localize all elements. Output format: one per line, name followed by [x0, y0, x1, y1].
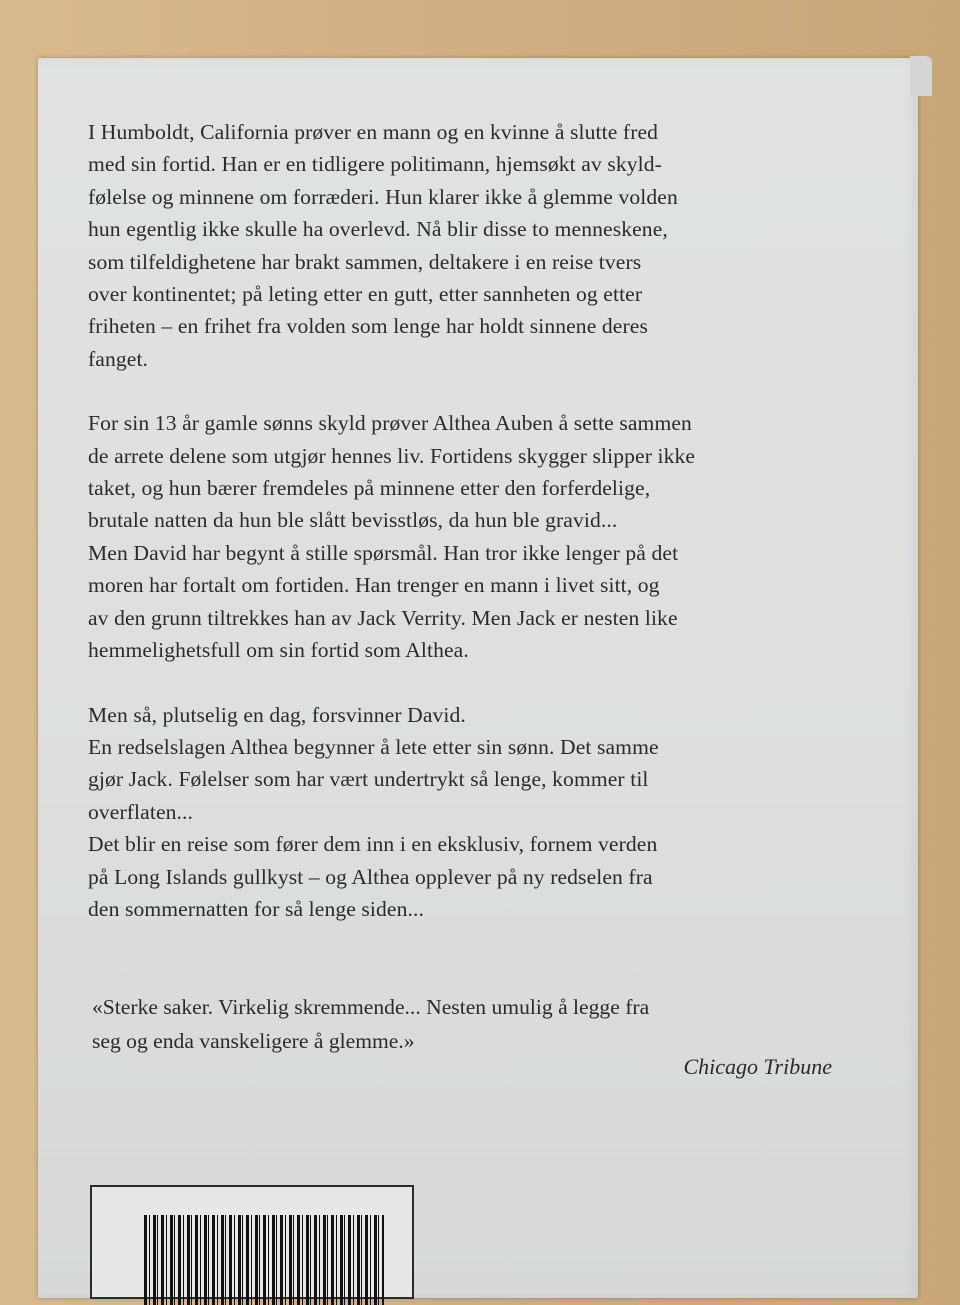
text-line: moren har fortalt om fortiden. Han trenger en mann i livet sitt, og — [88, 573, 660, 598]
text-line: av den grunn tiltrekkes han av Jack Verrity. Men Jack er nesten like — [88, 605, 678, 630]
text-line: taket, og hun bærer fremdeles på minnene etter den forferdelige, — [88, 476, 651, 501]
text-line: på Long Islands gullkyst – og Althea opplever på ny redselen fra — [88, 864, 653, 889]
text-line: som tilfeldighetene har brakt sammen, deltakere i en reise tvers — [88, 249, 642, 274]
text-line: gjør Jack. Følelser som har vært undertrykt så lenge, kommer til — [88, 767, 649, 792]
quote-line: «Sterke saker. Virkelig skremmende... Nesten umulig å legge fra — [92, 995, 650, 1019]
text-line: Men David har begynt å stille spørsmål. Han tror ikke lenger på det — [88, 540, 679, 565]
text-line: hemmelighetsfull om sin fortid som Althea. — [88, 638, 469, 663]
blurb-paragraph-2 — [88, 407, 878, 666]
text-line: den sommernatten for så lenge siden... — [88, 896, 425, 921]
quote-line: seg og enda vanskeligere å glemme.» — [92, 1029, 415, 1053]
text-line: En redselslagen Althea begynner å lete etter sin sønn. Det samme — [88, 734, 659, 759]
barcode-icon — [144, 1215, 384, 1305]
quote-attribution: Chicago Tribune — [683, 1054, 832, 1079]
blurb-text — [88, 116, 878, 957]
text-line: For sin 13 år gamle sønns skyld prøver Althea Auben å sette sammen — [88, 411, 692, 436]
cover-torn-corner — [910, 56, 932, 96]
text-line: Men så, plutselig en dag, forsvinner David. — [88, 702, 466, 727]
text-line: I Humboldt, California prøver en mann og en kvinne å slutte fred — [88, 120, 659, 144]
text-line: de arrete delene som utgjør hennes liv. Fortidens skygger slipper ikke — [88, 443, 696, 468]
barcode-box — [90, 1185, 414, 1299]
review-quote — [92, 990, 852, 1058]
text-line: Det blir en reise som fører dem inn i en eksklusiv, fornem verden — [88, 832, 658, 857]
text-line: fanget. — [88, 346, 149, 371]
blurb-paragraph-1 — [88, 116, 878, 375]
text-line: brutale natten da hun ble slått bevisstløs, da hun ble gravid... — [88, 508, 618, 533]
text-line: over kontinentet; på leting etter en gutt, etter sannheten og etter — [88, 282, 643, 307]
blurb-paragraph-3 — [88, 699, 878, 926]
text-line: hun egentlig ikke skulle ha overlevd. Nå blir disse to menneskene, — [88, 217, 668, 242]
text-line: følelse og minnene om forræderi. Hun klarer ikke å glemme volden — [88, 184, 678, 209]
text-line: friheten – en frihet fra volden som lenge har holdt sinnene deres — [88, 314, 648, 339]
text-line: med sin fortid. Han er en tidligere politimann, hjemsøkt av skyld- — [88, 152, 662, 177]
text-line: overflaten... — [88, 799, 194, 824]
